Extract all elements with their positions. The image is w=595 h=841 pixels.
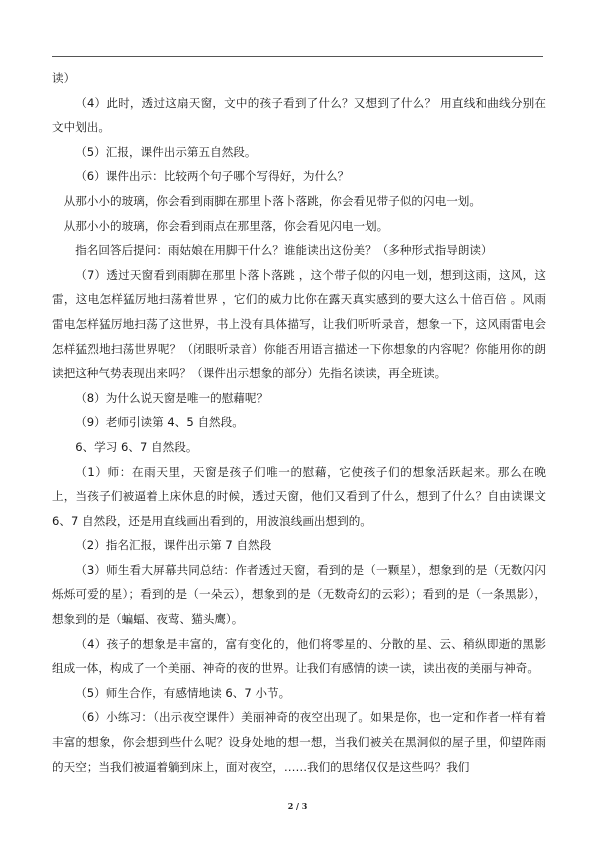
paragraph: （6）课件出示：比较两个句子哪个写得好，为什么？: [75, 169, 350, 184]
paragraph: （8）为什么说天窗是唯一的慰藉呢？: [75, 390, 269, 405]
paragraph: （3）师生看大屏幕共同总结：作者透过天窗，看到的是（一颗星），想象到的是（无数闪闪烁烁可爱的星）；看到的是（一朵云），想象到的是（无数奇幻的云彩）；看到的是（一条黑影），想象到的是（蝙蝠、夜莺、猫头鹰）。: [52, 562, 546, 627]
paragraph: （4）此时，透过这扇天窗，文中的孩子看到了什么？又想到了什么？ 用直线和曲线分别在文中划出。: [52, 95, 546, 135]
comparison-sentence-2: 从那小小的玻璃，你会看到雨点在那里落，你会看见闪电一划。: [63, 218, 389, 233]
document-body: [52, 66, 546, 779]
paragraph: （5）汇报，课件出示第五自然段。: [75, 144, 257, 159]
paragraph: （7）透过天窗看到雨脚在那里卜落卜落跳 ，这个带子似的闪电一划，想到这雨，这风，这雷，这电怎样猛厉地扫荡着世界 ，它们的威力比你在露天真实感到的要大这么十倍百倍 。风雨雷电怎样猛厉地扫荡了这世界，书上没有具体描写，让我们听听录音，想象一下，这风雨雷电会怎样猛烈地扫荡世界呢？（闭眼听录音）你能否用语言描述一下你想象的内容呢？你能用你的朗读把这种气势表现出来吗？（课件出示想象的部分）先指名读读，再全班读。: [52, 267, 546, 381]
paragraph: （9）老师引读第 4、5 自然段。: [75, 415, 244, 430]
paragraph: （2）指名汇报，课件出示第 7 自然段: [75, 538, 272, 553]
paragraph: （6）小练习：（出示夜空课件）美丽神奇的夜空出现了。如果是你，也一定和作者一样有着丰富的想象，你会想到些什么呢？设身处地的想一想，当我们被关在黑洞似的屋子里，仰望阵雨的天空；当我们被逼着躺到床上，面对夜空，……我们的思绪仅仅是这些吗？我们: [52, 710, 546, 774]
paragraph: （1）师：在雨天里，天窗是孩子们唯一的慰藉，它使孩子们的想象活跃起来。那么在晚上，当孩子们被逼着上床休息的时候，透过天窗，他们又看到了什么，想到了什么？自由读课文 6、7 自然段，还是用直线画出看到的，用波浪线画出想到的。: [52, 464, 546, 528]
paragraph: （5）师生合作，有感情地读 6、7 小节。: [75, 685, 291, 700]
page-number: 2 / 3: [287, 801, 308, 811]
paragraph: 指名回答后提问：雨姑娘在用脚干什么？谁能读出这份美？（多种形式指导朗读）: [75, 243, 493, 258]
header-rule: [52, 56, 543, 57]
paragraph: 读）: [52, 71, 76, 85]
paragraph: （4）孩子的想象是丰富的，富有变化的，他们将零星的、分散的星、云、稍纵即逝的黑影组成一体，构成了一个美丽、神奇的夜的世界。让我们有感情的读一读，读出夜的美丽与神奇。: [52, 636, 546, 676]
comparison-sentence-1: 从那小小的玻璃，你会看到雨脚在那里卜落卜落跳，你会看见带子似的闪电一划。: [63, 193, 481, 208]
section-heading: 6、学习 6、7 自然段。: [75, 439, 198, 454]
